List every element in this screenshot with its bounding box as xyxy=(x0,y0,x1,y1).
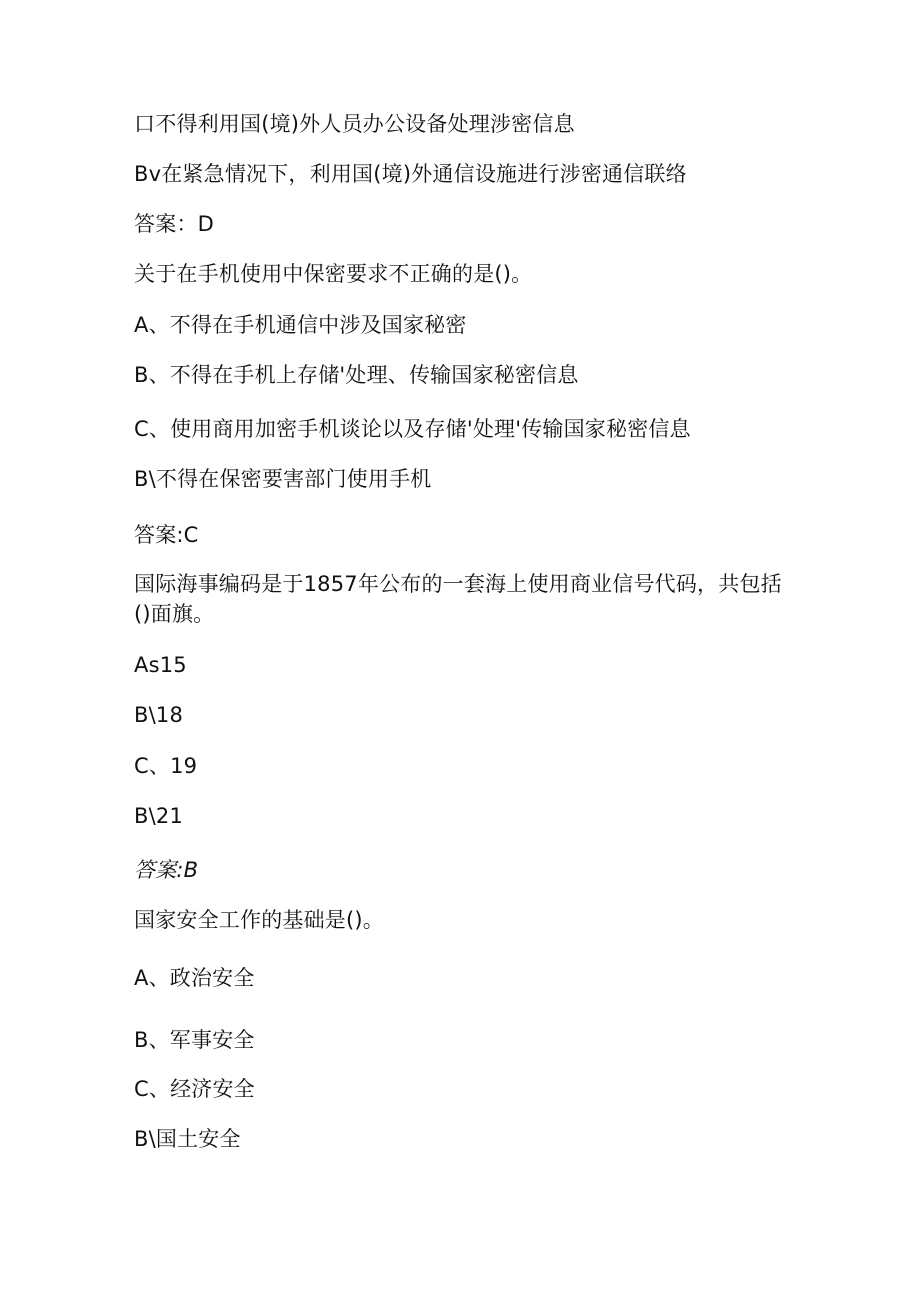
question-line: 国家安全工作的基础是()。 xyxy=(134,908,384,932)
option-line: Bv在紧急情况下，利用国(境)外通信设施进行涉密通信联络 xyxy=(134,162,687,186)
option-line: B、不得在手机上存储'处理、传输国家秘密信息 xyxy=(134,363,579,387)
option-line: B、军事安全 xyxy=(134,1028,255,1052)
option-line: B\国土安全 xyxy=(134,1127,241,1151)
answer-line: 答案：D xyxy=(134,212,214,236)
option-line: C、使用商用加密手机谈论以及存储'处理'传输国家秘密信息 xyxy=(134,417,691,441)
option-line: B\21 xyxy=(134,804,184,828)
question-line: 关于在手机使用中保密要求不正确的是()。 xyxy=(134,262,533,286)
option-line: C、19 xyxy=(134,754,198,778)
option-line: B\不得在保密要害部门使用手机 xyxy=(134,467,432,491)
option-line: B\18 xyxy=(134,703,184,727)
option-line: C、经济安全 xyxy=(134,1077,255,1101)
answer-line: 答案:C xyxy=(134,523,199,547)
option-line: A、政治安全 xyxy=(134,966,255,990)
option-line: 口不得利用国(境)外人员办公设备处理涉密信息 xyxy=(134,112,575,136)
question-line: 国际海事编码是于1857年公布的一套海上使用商业信号代码，共包括()面旗。 xyxy=(134,572,782,626)
option-line: As15 xyxy=(134,653,187,677)
answer-line: 答案:B xyxy=(134,858,199,882)
option-line: A、不得在手机通信中涉及国家秘密 xyxy=(134,313,467,337)
